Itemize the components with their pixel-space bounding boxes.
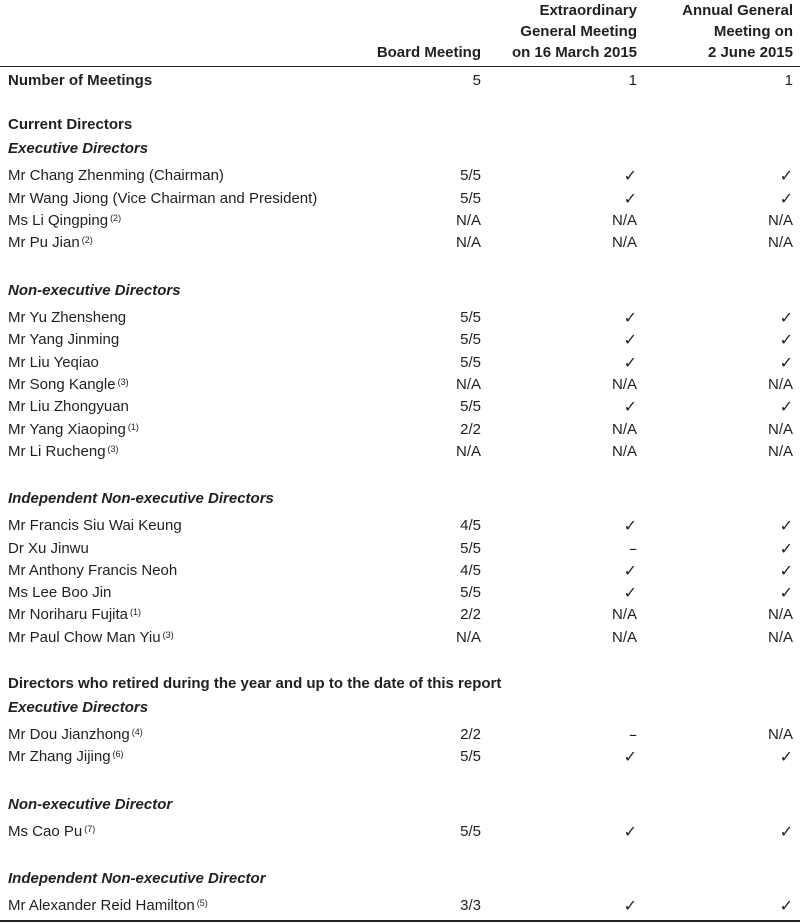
table-row (0, 165, 800, 187)
subsection-heading (0, 280, 800, 302)
director-name-text: Mr Pu Jian (8, 234, 80, 251)
board-meeting-attendance: 5/5 (460, 540, 481, 557)
egm-attendance-check-icon: ✓ (623, 330, 637, 349)
table-row (0, 821, 800, 843)
egm-attendance-check-icon: ✓ (623, 189, 637, 208)
board-meeting-attendance: N/A (455, 234, 481, 251)
table-row (0, 396, 800, 418)
subsection-heading (0, 138, 800, 160)
header-agm-line: 2 June 2015 (707, 44, 793, 61)
director-name (8, 895, 208, 917)
header-board-line: Board Meeting (376, 44, 481, 61)
director-name-text: Mr Liu Zhongyuan (8, 398, 129, 415)
footnote-ref: (3) (107, 444, 119, 454)
agm-attendance: N/A (767, 212, 793, 229)
table-row (0, 352, 800, 374)
agm-attendance-check-icon: ✓ (779, 308, 793, 327)
footnote-ref: (7) (84, 824, 96, 834)
agm-attendance: 1 (784, 72, 793, 89)
header-divider (0, 66, 800, 67)
subsection-heading (0, 697, 800, 719)
egm-attendance-check-icon: ✓ (623, 166, 637, 185)
egm-attendance-check-icon: ✓ (623, 583, 637, 602)
table-row (0, 746, 800, 768)
footnote-ref: (2) (81, 235, 93, 245)
agm-attendance-check-icon: ✓ (779, 539, 793, 558)
agm-attendance-check-icon: ✓ (779, 353, 793, 372)
board-meeting-attendance: N/A (455, 443, 481, 460)
subsection-heading (0, 868, 800, 890)
subsection-heading (0, 794, 800, 816)
board-meeting-attendance: 5/5 (460, 354, 481, 371)
agm-attendance: N/A (767, 234, 793, 251)
section-heading (0, 673, 800, 695)
footnote-ref: (4) (131, 727, 143, 737)
director-name-text: Mr Noriharu Fujita (8, 606, 129, 623)
table-row (0, 538, 800, 560)
subsection-label: Non-executive Directors (8, 282, 181, 299)
director-name (8, 165, 224, 187)
header-egm-line: General Meeting (520, 23, 637, 40)
director-name (8, 210, 121, 232)
egm-attendance: N/A (611, 421, 637, 438)
director-name-text: Mr Yang Xiaoping (8, 421, 126, 438)
egm-attendance-check-icon: ✓ (623, 561, 637, 580)
board-meeting-attendance: N/A (455, 629, 481, 646)
egm-attendance: N/A (611, 234, 637, 251)
agm-attendance-check-icon: ✓ (779, 561, 793, 580)
director-name (8, 307, 126, 329)
section-label: Current Directors (8, 116, 133, 133)
director-name (8, 724, 143, 746)
director-name (8, 515, 182, 537)
table-row (0, 627, 800, 649)
agm-attendance-check-icon: ✓ (779, 516, 793, 535)
board-meeting-attendance: 5/5 (460, 748, 481, 765)
footnote-ref: (1) (127, 422, 139, 432)
director-name-text: Ms Cao Pu (8, 823, 83, 840)
director-name (8, 419, 139, 441)
director-name-text: Mr Li Rucheng (8, 443, 106, 460)
agm-attendance-check-icon: ✓ (779, 822, 793, 841)
director-name (8, 627, 174, 649)
director-name-text: Mr Alexander Reid Hamilton (8, 897, 195, 914)
table-row (0, 582, 800, 604)
director-name (8, 396, 129, 418)
board-meeting-attendance: 2/2 (460, 726, 481, 743)
table-row (0, 560, 800, 582)
board-meeting-attendance: 5/5 (460, 331, 481, 348)
table-bottom-rule (0, 920, 800, 922)
table-row (0, 329, 800, 351)
board-meeting-attendance: N/A (455, 212, 481, 229)
section-heading (0, 114, 800, 136)
director-name-text: Mr Francis Siu Wai Keung (8, 517, 182, 534)
egm-attendance-check-icon: ✓ (623, 822, 637, 841)
table-row (0, 895, 800, 917)
director-name-text: Mr Song Kangle (8, 376, 116, 393)
director-name (8, 604, 141, 626)
egm-attendance: 1 (628, 72, 637, 89)
agm-attendance-check-icon: ✓ (779, 583, 793, 602)
header-board-meeting (300, 0, 481, 63)
director-name (8, 374, 129, 396)
egm-attendance: – (629, 539, 637, 558)
director-name-text: Number of Meetings (8, 72, 153, 89)
subsection-label: Executive Directors (8, 699, 149, 716)
board-meeting-attendance: 5/5 (460, 398, 481, 415)
agm-attendance: N/A (767, 629, 793, 646)
director-name-text: Mr Paul Chow Man Yiu (8, 629, 161, 646)
board-meeting-attendance: 5/5 (460, 167, 481, 184)
egm-attendance: N/A (611, 629, 637, 646)
director-name (8, 352, 99, 374)
egm-attendance: N/A (611, 376, 637, 393)
table-row (0, 188, 800, 210)
table-row (0, 374, 800, 396)
header-egm-line: Extraordinary (539, 2, 637, 19)
board-meeting-attendance: 3/3 (460, 897, 481, 914)
agm-attendance-check-icon: ✓ (779, 747, 793, 766)
director-name (8, 538, 89, 560)
egm-attendance-check-icon: ✓ (623, 896, 637, 915)
director-name (8, 582, 111, 604)
table-row (0, 515, 800, 537)
meetings-count-row (0, 70, 800, 92)
egm-attendance: N/A (611, 606, 637, 623)
egm-attendance-check-icon: ✓ (623, 353, 637, 372)
subsection-heading (0, 488, 800, 510)
agm-attendance: N/A (767, 443, 793, 460)
table-row (0, 419, 800, 441)
director-name (8, 821, 95, 843)
director-name-text: Ms Li Qingping (8, 212, 109, 229)
meetings-count-label (8, 70, 152, 92)
board-meeting-attendance: 2/2 (460, 606, 481, 623)
director-name-text: Mr Chang Zhenming (Chairman) (8, 167, 224, 184)
table-row (0, 441, 800, 463)
director-name (8, 560, 177, 582)
agm-attendance-check-icon: ✓ (779, 896, 793, 915)
director-name-text: Mr Yang Jinming (8, 331, 120, 348)
footnote-ref: (6) (112, 749, 124, 759)
footnote-ref: (3) (162, 630, 174, 640)
director-name-text: Mr Zhang Jijing (8, 748, 111, 765)
board-meeting-attendance: 5/5 (460, 190, 481, 207)
board-meeting-attendance: N/A (455, 376, 481, 393)
table-row (0, 232, 800, 254)
subsection-label: Independent Non-executive Director (8, 870, 266, 887)
board-meeting-attendance: 5 (472, 72, 481, 89)
footnote-ref: (2) (110, 213, 122, 223)
board-meeting-attendance: 4/5 (460, 562, 481, 579)
board-meeting-attendance: 5/5 (460, 309, 481, 326)
egm-attendance-check-icon: ✓ (623, 397, 637, 416)
egm-attendance-check-icon: ✓ (623, 516, 637, 535)
director-name-text: Mr Anthony Francis Neoh (8, 562, 178, 579)
board-meeting-attendance: 4/5 (460, 517, 481, 534)
director-name (8, 232, 93, 254)
director-name-text: Mr Liu Yeqiao (8, 354, 99, 371)
header-agm (640, 0, 793, 62)
egm-attendance-check-icon: ✓ (623, 747, 637, 766)
director-name-text: Mr Wang Jiong (Vice Chairman and President) (8, 190, 318, 207)
table-row (0, 724, 800, 746)
egm-attendance-check-icon: ✓ (623, 308, 637, 327)
subsection-label: Executive Directors (8, 140, 149, 157)
header-agm-line: Annual General (682, 2, 793, 19)
agm-attendance-check-icon: ✓ (779, 189, 793, 208)
director-name-text: Ms Lee Boo Jin (8, 584, 112, 601)
director-name-text: Mr Dou Jianzhong (8, 726, 130, 743)
agm-attendance-check-icon: ✓ (779, 397, 793, 416)
agm-attendance: N/A (767, 376, 793, 393)
director-name (8, 746, 124, 768)
board-meeting-attendance: 5/5 (460, 584, 481, 601)
director-name (8, 188, 317, 210)
director-name-text: Dr Xu Jinwu (8, 540, 89, 557)
board-meeting-attendance: 2/2 (460, 421, 481, 438)
agm-attendance-check-icon: ✓ (779, 166, 793, 185)
footnote-ref: (1) (130, 607, 142, 617)
egm-attendance: – (629, 725, 637, 744)
footnote-ref: (5) (196, 898, 208, 908)
agm-attendance: N/A (767, 726, 793, 743)
egm-attendance: N/A (611, 212, 637, 229)
header-egm (480, 0, 637, 62)
footnote-ref: (3) (117, 377, 129, 387)
subsection-label: Non-executive Director (8, 796, 173, 813)
header-agm-line: Meeting on (713, 23, 793, 40)
director-name (8, 441, 119, 463)
table-row (0, 604, 800, 626)
table-row (0, 210, 800, 232)
table-row (0, 307, 800, 329)
egm-attendance: N/A (611, 443, 637, 460)
board-meeting-attendance: 5/5 (460, 823, 481, 840)
header-egm-line: on 16 March 2015 (511, 44, 637, 61)
agm-attendance: N/A (767, 421, 793, 438)
director-name (8, 329, 119, 351)
section-label: Directors who retired during the year and up to the date of this report (8, 675, 502, 692)
subsection-label: Independent Non-executive Directors (8, 490, 274, 507)
agm-attendance-check-icon: ✓ (779, 330, 793, 349)
agm-attendance: N/A (767, 606, 793, 623)
director-name-text: Mr Yu Zhensheng (8, 309, 127, 326)
